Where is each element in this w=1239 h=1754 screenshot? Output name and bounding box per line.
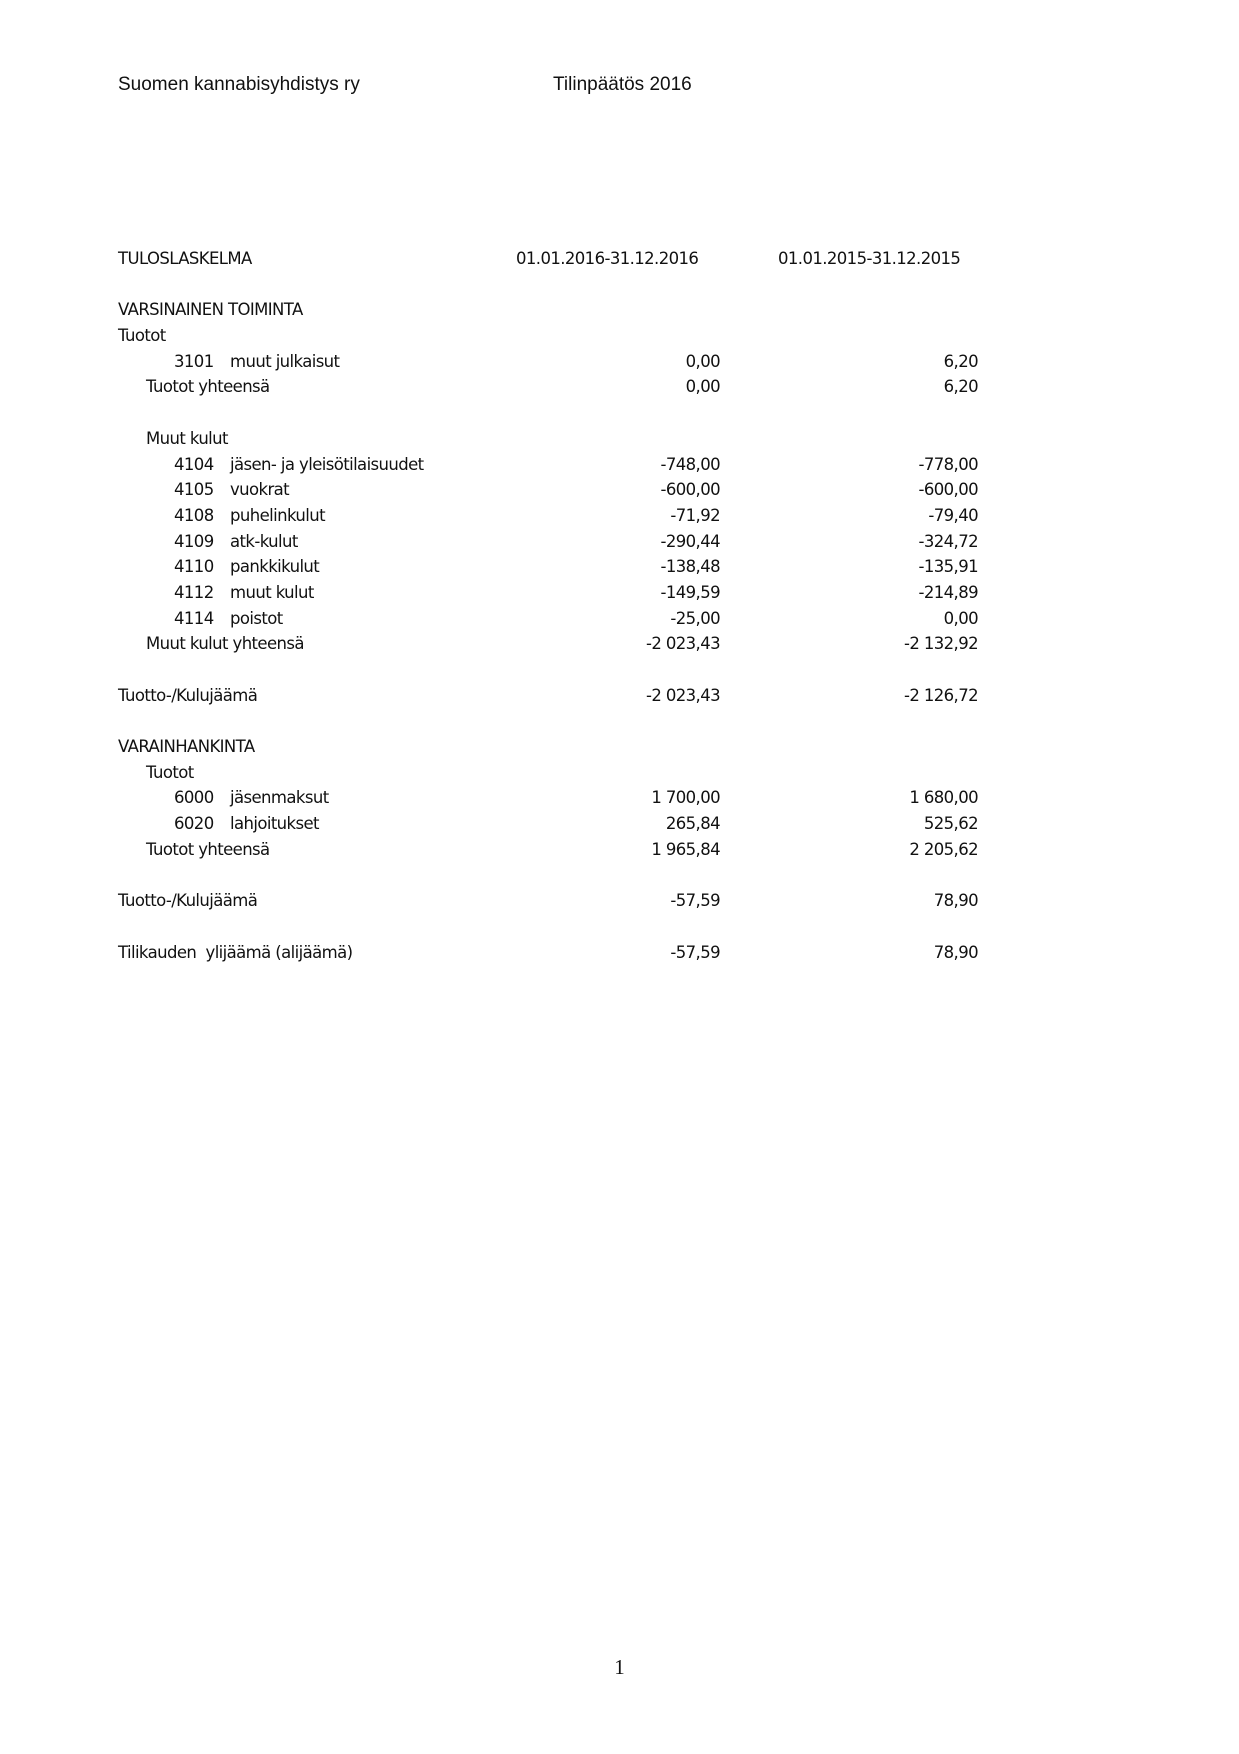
subsection-heading: Muut kulut — [146, 428, 228, 448]
value-previous: 78,90 — [933, 891, 978, 911]
account-code: 4112 — [174, 582, 214, 602]
account-name: jäsen- ja yleisötilaisuudet — [230, 454, 424, 474]
account-row — [118, 785, 978, 811]
income-statement — [118, 246, 978, 965]
value-current: -71,92 — [670, 505, 720, 525]
value-current: 265,84 — [665, 814, 720, 834]
value-previous: -2 132,92 — [903, 634, 978, 654]
page-header — [0, 74, 1239, 100]
account-code: 3101 — [174, 351, 214, 371]
account-name: lahjoitukset — [230, 814, 319, 834]
value-current: 0,00 — [685, 377, 720, 397]
value-previous: -135,91 — [918, 557, 978, 577]
value-previous: -778,00 — [918, 454, 978, 474]
statement-title: TULOSLASKELMA — [118, 249, 252, 268]
value-previous: -600,00 — [918, 480, 978, 500]
subtotal-row: Tuotot yhteensä 1 965,84 2 205,62 — [118, 837, 978, 863]
account-code: 6020 — [174, 814, 214, 834]
value-previous: 1 680,00 — [909, 788, 978, 808]
value-previous: 525,62 — [923, 814, 978, 834]
value-previous: 0,00 — [943, 608, 978, 628]
account-row — [118, 554, 978, 580]
account-code: 4108 — [174, 505, 214, 525]
account-row — [118, 452, 978, 478]
value-previous: 6,20 — [943, 377, 978, 397]
value-current: -138,48 — [660, 557, 720, 577]
account-code: 4105 — [174, 480, 214, 500]
value-previous: 2 205,62 — [909, 839, 978, 859]
value-current: -290,44 — [660, 531, 720, 551]
account-name: atk-kulut — [230, 531, 298, 551]
value-previous: -79,40 — [928, 505, 978, 525]
section-heading: VARSINAINEN TOIMINTA — [118, 300, 303, 320]
organization-name: Suomen kannabisyhdistys ry — [118, 74, 360, 95]
subtotal-row: Tuotot yhteensä 0,00 6,20 — [118, 374, 978, 400]
subsection-heading: Tuotot — [146, 762, 194, 782]
result-row: Tuotto-/Kulujäämä -57,59 78,90 — [118, 888, 978, 914]
account-code: 4109 — [174, 531, 214, 551]
value-current: -2 023,43 — [645, 685, 720, 705]
value-previous: 6,20 — [943, 351, 978, 371]
section-heading: VARAINHANKINTA — [118, 737, 255, 757]
account-row — [118, 349, 978, 375]
account-row — [118, 580, 978, 606]
account-row — [118, 529, 978, 555]
value-current: -2 023,43 — [645, 634, 720, 654]
account-code: 4110 — [174, 557, 214, 577]
account-row — [118, 811, 978, 837]
period-result-row: Tilikauden ylijäämä (alijäämä) -57,59 78,90 — [118, 940, 978, 966]
account-code: 4114 — [174, 608, 214, 628]
account-row — [118, 503, 978, 529]
value-current: 0,00 — [685, 351, 720, 371]
account-name: jäsenmaksut — [230, 788, 329, 808]
period-previous-header: 01.01.2015-31.12.2015 — [778, 249, 961, 268]
statement-header-row — [118, 246, 978, 272]
account-row — [118, 606, 978, 632]
value-previous: -324,72 — [918, 531, 978, 551]
value-current: 1 965,84 — [651, 839, 720, 859]
value-previous: -214,89 — [918, 582, 978, 602]
value-current: -25,00 — [670, 608, 720, 628]
account-name: muut kulut — [230, 582, 314, 602]
result-row: Tuotto-/Kulujäämä -2 023,43 -2 126,72 — [118, 683, 978, 709]
account-name: vuokrat — [230, 480, 290, 500]
account-row — [118, 477, 978, 503]
account-name: muut julkaisut — [230, 351, 340, 371]
period-current-header: 01.01.2016-31.12.2016 — [516, 249, 699, 268]
account-code: 4104 — [174, 454, 214, 474]
value-current: -748,00 — [660, 454, 720, 474]
value-current: -57,59 — [670, 942, 720, 962]
value-previous: -2 126,72 — [903, 685, 978, 705]
account-name: poistot — [230, 608, 283, 628]
value-current: -149,59 — [660, 582, 720, 602]
document-title: Tilinpäätös 2016 — [553, 74, 692, 95]
value-current: -600,00 — [660, 480, 720, 500]
account-name: puhelinkulut — [230, 505, 325, 525]
value-current: 1 700,00 — [651, 788, 720, 808]
subtotal-row: Muut kulut yhteensä -2 023,43 -2 132,92 — [118, 631, 978, 657]
account-name: pankkikulut — [230, 557, 320, 577]
subsection-heading: Tuotot — [118, 326, 166, 346]
value-previous: 78,90 — [933, 942, 978, 962]
value-current: -57,59 — [670, 891, 720, 911]
page-number: 1 — [614, 1655, 625, 1679]
account-code: 6000 — [174, 788, 214, 808]
